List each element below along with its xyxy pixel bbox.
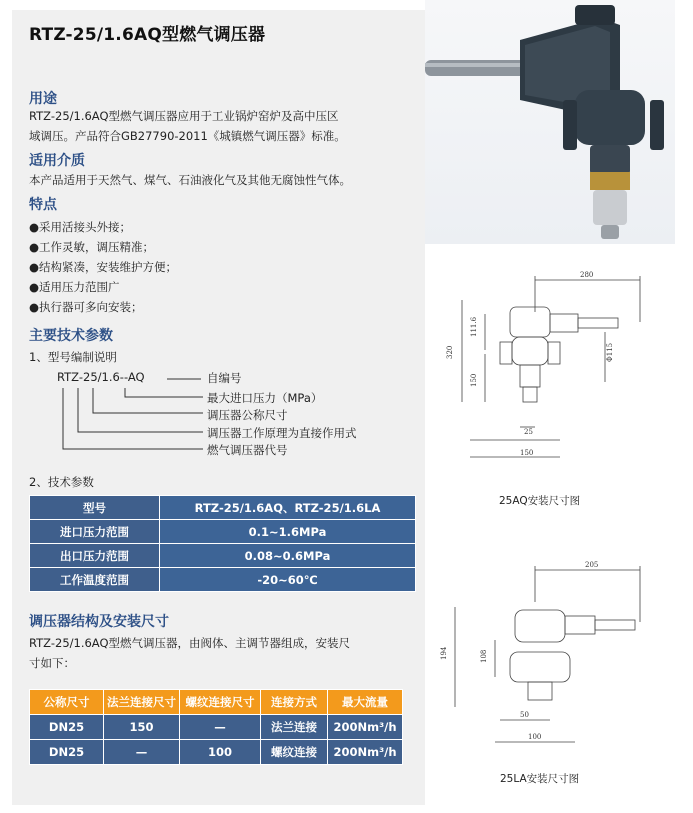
- la-dimension-drawing: [440, 552, 675, 757]
- spec-table: [29, 495, 416, 592]
- table-cell: 150: [104, 715, 180, 740]
- table-row: [30, 496, 416, 520]
- table-cell: —: [104, 740, 180, 765]
- aq-dim-label: 320: [446, 345, 454, 359]
- la-dim-label: 108: [480, 649, 488, 663]
- model-code-label: 自编号: [207, 371, 242, 385]
- la-dim-label: 50: [520, 711, 529, 719]
- la-dim-label: 205: [585, 561, 599, 569]
- aq-dimension-drawing: [440, 262, 675, 477]
- la-drawing-caption: 25LA安装尺寸图: [500, 773, 580, 785]
- table-header-row: [30, 690, 403, 715]
- usage-line-1: RTZ-25/1.6AQ型燃气调压器应用于工业锅炉窑炉及高中压区: [29, 109, 339, 123]
- table-cell: DN25: [30, 715, 104, 740]
- code-label: 燃气调压器代号: [207, 443, 288, 457]
- spec-key: 出口压力范围: [30, 544, 160, 568]
- table-cell: 螺纹连接: [261, 740, 328, 765]
- spec-key: 工作温度范围: [30, 568, 160, 592]
- table-cell: 法兰连接: [261, 715, 328, 740]
- install-table: [29, 689, 403, 765]
- la-dim-label: 100: [528, 733, 542, 741]
- medium-text: 本产品适用于天然气、煤气、石油液化气及其他无腐蚀性气体。: [29, 173, 351, 187]
- code-label: 调压器公称尺寸: [207, 408, 288, 422]
- table-row: [30, 568, 416, 592]
- table-row: [30, 715, 403, 740]
- usage-heading: 用途: [29, 91, 57, 107]
- table-row: [30, 740, 403, 765]
- aq-dim-label: 25: [524, 428, 533, 436]
- spec-key: 进口压力范围: [30, 520, 160, 544]
- medium-heading: 适用介质: [29, 153, 85, 169]
- aq-dim-label: 280: [580, 271, 594, 279]
- aq-dim-label: 150: [520, 449, 534, 457]
- column-header: 最大流量: [328, 690, 403, 715]
- spec-key: 型号: [30, 496, 160, 520]
- table-cell: 200Nm³/h: [328, 715, 403, 740]
- column-header: 螺纹连接尺寸: [180, 690, 261, 715]
- code-label: 最大进口压力（MPa）: [207, 391, 323, 405]
- model-title: 1、型号编制说明: [29, 350, 117, 364]
- product-photo: [425, 0, 675, 244]
- spec-title: 2、技术参数: [29, 475, 94, 489]
- code-label: 调压器工作原理为直接作用式: [207, 426, 357, 440]
- params-heading: 主要技术参数: [29, 328, 113, 344]
- features-heading: 特点: [29, 197, 57, 213]
- aq-dim-label: 111.6: [470, 316, 478, 337]
- column-header: 法兰连接尺寸: [104, 690, 180, 715]
- table-cell: 100: [180, 740, 261, 765]
- feature-item: ●采用活接头外接；: [29, 220, 132, 234]
- spec-value: 0.08~0.6MPa: [160, 544, 416, 568]
- aq-dim-label: 150: [470, 373, 478, 387]
- spec-value: 0.1~1.6MPa: [160, 520, 416, 544]
- aq-dim-label: Φ115: [606, 342, 614, 362]
- table-cell: —: [180, 715, 261, 740]
- install-line-2: 寸如下：: [29, 656, 75, 670]
- page-title: RTZ-25/1.6AQ型燃气调压器: [29, 25, 266, 45]
- install-heading: 调压器结构及安装尺寸: [29, 614, 169, 630]
- usage-line-2: 域调压。产品符合GB27790-2011《城镇燃气调压器》标准。: [29, 129, 346, 143]
- model-code-leader-lines: [55, 375, 215, 460]
- install-line-1: RTZ-25/1.6AQ型燃气调压器，由阀体、主调节器组成，安装尺: [29, 636, 351, 650]
- feature-item: ●执行器可多向安装；: [29, 300, 143, 314]
- column-header: 连接方式: [261, 690, 328, 715]
- table-cell: DN25: [30, 740, 104, 765]
- table-row: [30, 520, 416, 544]
- aq-drawing-caption: 25AQ安装尺寸图: [499, 495, 581, 507]
- feature-item: ●结构紧凑，安装维护方便；: [29, 260, 178, 274]
- model-code: RTZ-25/1.6--AQ: [57, 370, 145, 384]
- table-row: [30, 544, 416, 568]
- column-header: 公称尺寸: [30, 690, 104, 715]
- spec-value: -20~60℃: [160, 568, 416, 592]
- table-cell: 200Nm³/h: [328, 740, 403, 765]
- spec-value: RTZ-25/1.6AQ、RTZ-25/1.6LA: [160, 496, 416, 520]
- feature-item: ●工作灵敏，调压精准；: [29, 240, 155, 254]
- la-dim-label: 194: [440, 646, 448, 660]
- feature-item: ●适用压力范围广: [29, 280, 120, 294]
